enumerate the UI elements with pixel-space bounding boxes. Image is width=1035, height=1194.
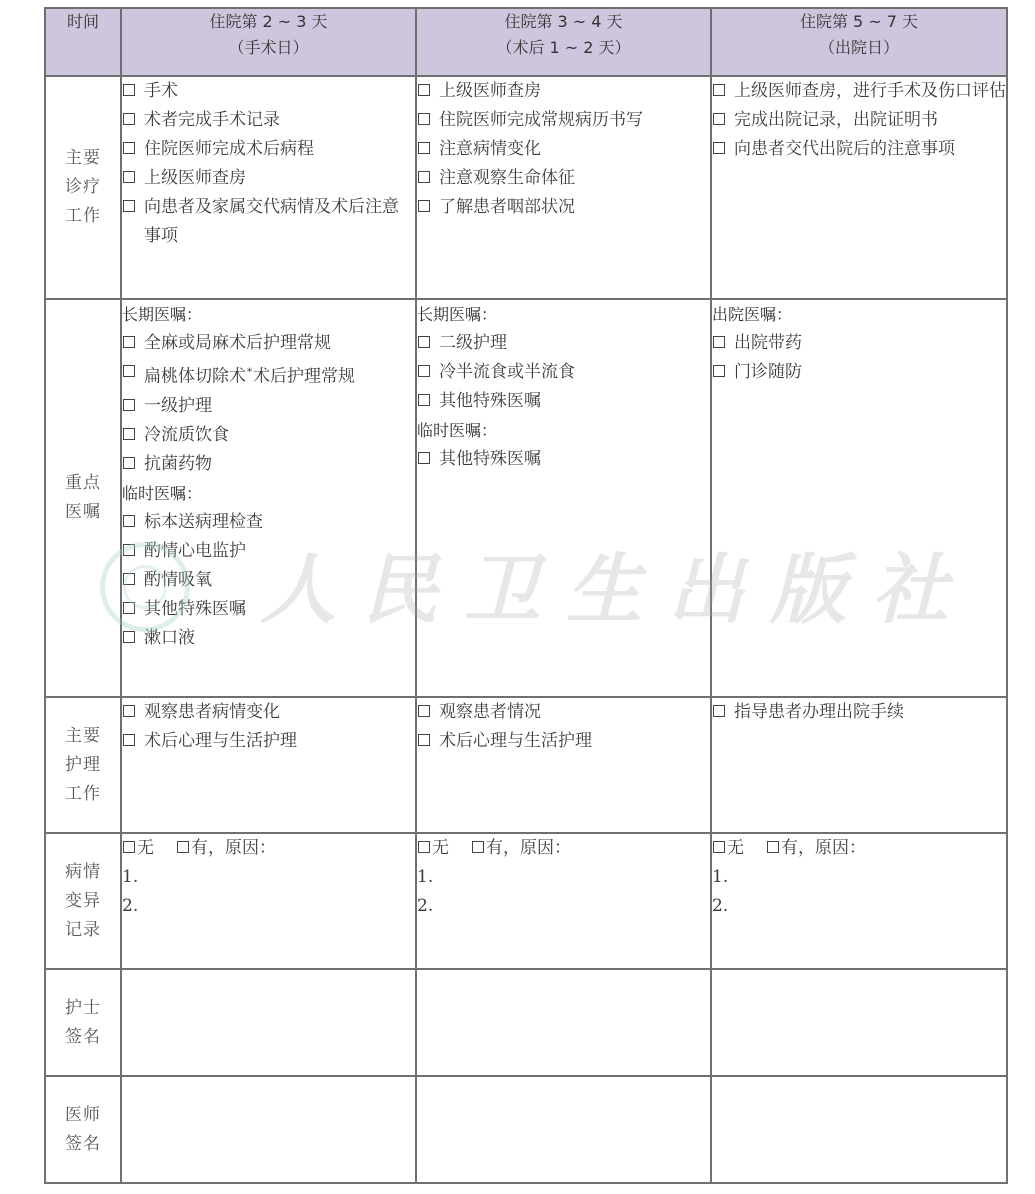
- item-text: 抗菌药物: [144, 453, 212, 474]
- checkbox[interactable]: [123, 705, 135, 717]
- checklist-item[interactable]: [122, 135, 415, 164]
- checklist-item[interactable]: [417, 164, 710, 193]
- checklist-item[interactable]: [122, 329, 415, 358]
- nurse-signature-field-day5[interactable]: [711, 969, 1007, 1076]
- row-nurse-signature: [45, 969, 1007, 1076]
- doctor-signature-field-day3[interactable]: [416, 1076, 711, 1183]
- row-label-line: 工作: [65, 206, 101, 226]
- checklist-item[interactable]: [417, 698, 710, 727]
- item-text: 注意观察生命体征: [439, 168, 575, 188]
- checklist-item[interactable]: [122, 450, 415, 479]
- row-label-key-orders: [45, 299, 121, 697]
- temporary-orders-heading: 临时医嘱：: [122, 483, 203, 503]
- checkbox[interactable]: [123, 544, 135, 556]
- header-day-5-7: [711, 8, 1007, 76]
- header-day-sublabel: （出院日）: [818, 38, 899, 57]
- cell-nursing-day5: [711, 697, 1007, 833]
- item-text: 其他特殊医嘱: [439, 391, 541, 411]
- cell-key-orders-day3: [416, 299, 711, 697]
- checkbox[interactable]: [123, 573, 135, 585]
- row-label-line: 变异: [65, 890, 101, 911]
- checkbox[interactable]: [713, 113, 725, 125]
- checkbox[interactable]: [123, 113, 135, 125]
- item-text: 二级护理: [439, 333, 507, 353]
- item-text: 住院医师完成术后病程: [144, 139, 314, 159]
- header-day-sublabel: （手术日）: [228, 38, 309, 57]
- cell-variance-day2: [121, 833, 416, 969]
- item-text: 上级医师查房，进行手术及伤口评估: [734, 81, 1006, 101]
- variance-reason-1[interactable]: 1.: [417, 867, 434, 887]
- checklist-item[interactable]: [122, 508, 415, 537]
- row-label-line: 医嘱: [65, 502, 101, 522]
- checkbox-yes[interactable]: [177, 841, 189, 853]
- variance-reason-2[interactable]: 2.: [712, 896, 729, 916]
- item-text-main: 扁桃体切除术: [144, 366, 246, 387]
- cell-variance-day3: [416, 833, 711, 969]
- row-label-line: 重点: [65, 473, 101, 493]
- variance-reason-1[interactable]: 1.: [122, 867, 139, 887]
- checklist-item[interactable]: [712, 135, 1006, 164]
- header-day-label: 住院第 2 ~ 3 天: [209, 12, 328, 31]
- checkbox[interactable]: [418, 142, 430, 154]
- item-text: 漱口液: [144, 627, 195, 648]
- checklist-item[interactable]: [122, 358, 415, 392]
- checkbox[interactable]: [418, 394, 430, 406]
- option-none-label: 无: [432, 838, 449, 858]
- item-text: 上级医师查房: [144, 168, 246, 188]
- checklist-item[interactable]: [122, 698, 415, 727]
- item-text: 上级医师查房: [439, 81, 541, 101]
- checkbox[interactable]: [418, 734, 430, 746]
- checklist-item[interactable]: [712, 358, 1006, 387]
- checkbox[interactable]: [123, 734, 135, 746]
- option-none-label: 无: [727, 838, 744, 858]
- row-label-line: 护士: [65, 997, 101, 1018]
- nurse-signature-field-day2[interactable]: [121, 969, 416, 1076]
- variance-reason-1[interactable]: 1.: [712, 867, 729, 887]
- item-text: 住院医师完成常规病历书写: [439, 110, 643, 130]
- doctor-signature-field-day2[interactable]: [121, 1076, 416, 1183]
- header-time: [45, 8, 121, 76]
- row-label-nursing: [45, 697, 121, 833]
- variance-options: [417, 834, 710, 863]
- row-label-doctor-signature: [45, 1076, 121, 1183]
- row-label-variance: [45, 833, 121, 969]
- item-text: 手术: [144, 81, 178, 101]
- checkbox-none[interactable]: [713, 841, 725, 853]
- watermark-text: 人民卫生出版社: [260, 545, 974, 634]
- item-text: 标本送病理检查: [144, 511, 263, 532]
- checkbox[interactable]: [418, 705, 430, 717]
- checkbox[interactable]: [123, 631, 135, 643]
- item-text: 完成出院记录，出院证明书: [734, 110, 938, 130]
- cell-nursing-day2: [121, 697, 416, 833]
- header-row: [45, 8, 1007, 76]
- row-key-orders: [45, 299, 1007, 697]
- checklist-item[interactable]: [122, 421, 415, 450]
- item-text: 向患者及家属交代病情及术后注意事项: [144, 197, 399, 246]
- variance-reason-2[interactable]: 2.: [417, 896, 434, 916]
- row-label-line: 主要: [65, 148, 101, 168]
- item-text: 指导患者办理出院手续: [734, 702, 904, 722]
- checklist-item[interactable]: [122, 727, 415, 756]
- item-text: 全麻或局麻术后护理常规: [144, 333, 331, 353]
- cell-main-work-day5: [711, 76, 1007, 299]
- item-text: 门诊随防: [734, 362, 802, 382]
- checkbox[interactable]: [123, 428, 135, 440]
- checkbox[interactable]: [713, 365, 725, 377]
- checklist-item[interactable]: [122, 77, 415, 106]
- item-text: 注意病情变化: [439, 139, 541, 159]
- checkbox-none[interactable]: [123, 841, 135, 853]
- checklist-item[interactable]: [712, 698, 1006, 727]
- option-none-label: 无: [137, 838, 154, 858]
- checklist-item[interactable]: [417, 77, 710, 106]
- row-label-line: 护理: [65, 754, 101, 775]
- row-label-line: 签名: [65, 1133, 101, 1154]
- cell-key-orders-day5: [711, 299, 1007, 697]
- checklist-item[interactable]: [417, 135, 710, 164]
- row-main-work: [45, 76, 1007, 299]
- long-term-orders-heading: 长期医嘱：: [417, 305, 498, 324]
- temporary-orders-heading: 临时医嘱：: [417, 421, 498, 440]
- checklist-item[interactable]: [712, 77, 1006, 106]
- checkbox-yes[interactable]: [767, 841, 779, 853]
- item-text: 一级护理: [144, 395, 212, 416]
- row-label-line: 主要: [65, 725, 101, 746]
- item-text: 其他特殊医嘱: [144, 598, 246, 619]
- row-variance: [45, 833, 1007, 969]
- row-nursing: [45, 697, 1007, 833]
- option-yes-label: 有，原因：: [486, 838, 571, 858]
- row-label-line: 工作: [65, 783, 101, 804]
- cell-nursing-day3: [416, 697, 711, 833]
- item-text: 术后心理与生活护理: [439, 731, 592, 751]
- nurse-signature-field-day3[interactable]: [416, 969, 711, 1076]
- checkbox[interactable]: [123, 200, 135, 212]
- item-text: [144, 358, 415, 392]
- header-day-3-4: [416, 8, 711, 76]
- row-label-main-work: [45, 76, 121, 299]
- item-text: 酌情心电监护: [144, 540, 246, 561]
- cell-variance-day5: [711, 833, 1007, 969]
- checklist-item[interactable]: [122, 106, 415, 135]
- checkbox[interactable]: [418, 200, 430, 212]
- checklist-item[interactable]: [417, 358, 710, 387]
- checklist-item[interactable]: [417, 193, 710, 222]
- checklist-item[interactable]: [712, 106, 1006, 135]
- row-label-line: 病情: [65, 861, 101, 882]
- checklist-item[interactable]: [122, 537, 415, 566]
- checkbox[interactable]: [418, 336, 430, 348]
- long-term-orders-heading: 长期医嘱：: [122, 305, 203, 324]
- header-day-label: 住院第 5 ~ 7 天: [799, 12, 919, 31]
- header-time-label: 时间: [66, 12, 99, 31]
- checklist-item[interactable]: [417, 329, 710, 358]
- checkbox[interactable]: [123, 336, 135, 348]
- item-text: 出院带药: [734, 333, 802, 353]
- checkbox[interactable]: [123, 142, 135, 154]
- checkbox[interactable]: [123, 602, 135, 614]
- checkbox[interactable]: [713, 705, 725, 717]
- checkbox[interactable]: [418, 452, 430, 464]
- doctor-signature-field-day5[interactable]: [711, 1076, 1007, 1183]
- checkbox[interactable]: [713, 336, 725, 348]
- item-text: 观察患者情况: [439, 702, 541, 722]
- checkbox[interactable]: [713, 142, 725, 154]
- item-text-suffix: 术后护理常规: [253, 366, 355, 387]
- checklist-item[interactable]: [417, 727, 710, 756]
- row-label-line: 诊疗: [65, 177, 101, 197]
- checkbox[interactable]: [123, 365, 135, 377]
- option-yes-label: 有，原因：: [781, 838, 866, 858]
- item-text: 向患者交代出院后的注意事项: [734, 139, 955, 159]
- row-label-line: 记录: [65, 919, 101, 940]
- checklist-item[interactable]: [417, 106, 710, 135]
- item-text: 术后心理与生活护理: [144, 731, 297, 751]
- checklist-item[interactable]: [417, 387, 710, 416]
- footnote-marker: *: [247, 367, 252, 378]
- checklist-item[interactable]: [122, 164, 415, 193]
- item-text: 冷流质饮食: [144, 424, 229, 445]
- cell-key-orders-day2: [121, 299, 416, 697]
- header-day-label: 住院第 3 ~ 4 天: [504, 12, 623, 31]
- checkbox[interactable]: [418, 113, 430, 125]
- item-text: 术者完成手术记录: [144, 110, 280, 130]
- checkbox[interactable]: [123, 457, 135, 469]
- checkbox[interactable]: [123, 399, 135, 411]
- item-text: 酌情吸氧: [144, 569, 212, 590]
- checkbox[interactable]: [123, 515, 135, 527]
- checklist-item[interactable]: [122, 392, 415, 421]
- variance-options: [712, 834, 1006, 863]
- cell-main-work-day2: [121, 76, 416, 299]
- checkbox[interactable]: [123, 171, 135, 183]
- checkbox-none[interactable]: [418, 841, 430, 853]
- variance-reason-2[interactable]: 2.: [122, 896, 139, 916]
- header-day-2-3: [121, 8, 416, 76]
- clinical-pathway-table: [44, 7, 1008, 1184]
- row-label-line: 医师: [65, 1104, 101, 1125]
- checkbox[interactable]: [418, 171, 430, 183]
- checkbox[interactable]: [418, 84, 430, 96]
- item-text: 其他特殊医嘱: [439, 449, 541, 469]
- discharge-orders-heading: 出院医嘱：: [712, 305, 793, 324]
- checkbox[interactable]: [713, 84, 725, 96]
- row-label-line: 签名: [65, 1026, 101, 1047]
- item-text: 了解患者咽部状况: [439, 197, 575, 217]
- row-doctor-signature: [45, 1076, 1007, 1183]
- checkbox[interactable]: [418, 365, 430, 377]
- variance-options: [122, 834, 415, 863]
- item-text: 观察患者病情变化: [144, 702, 280, 722]
- checklist-item[interactable]: [122, 566, 415, 595]
- checklist-item[interactable]: [712, 329, 1006, 358]
- cell-main-work-day3: [416, 76, 711, 299]
- checkbox[interactable]: [123, 84, 135, 96]
- checklist-item[interactable]: [417, 445, 710, 474]
- header-day-sublabel: （术后 1 ~ 2 天）: [496, 38, 631, 57]
- item-text: 冷半流食或半流食: [439, 362, 575, 382]
- checklist-item[interactable]: [122, 193, 415, 251]
- row-label-nurse-signature: [45, 969, 121, 1076]
- checklist-item[interactable]: [122, 624, 415, 653]
- checklist-item[interactable]: [122, 595, 415, 624]
- option-yes-label: 有，原因：: [191, 838, 276, 858]
- checkbox-yes[interactable]: [472, 841, 484, 853]
